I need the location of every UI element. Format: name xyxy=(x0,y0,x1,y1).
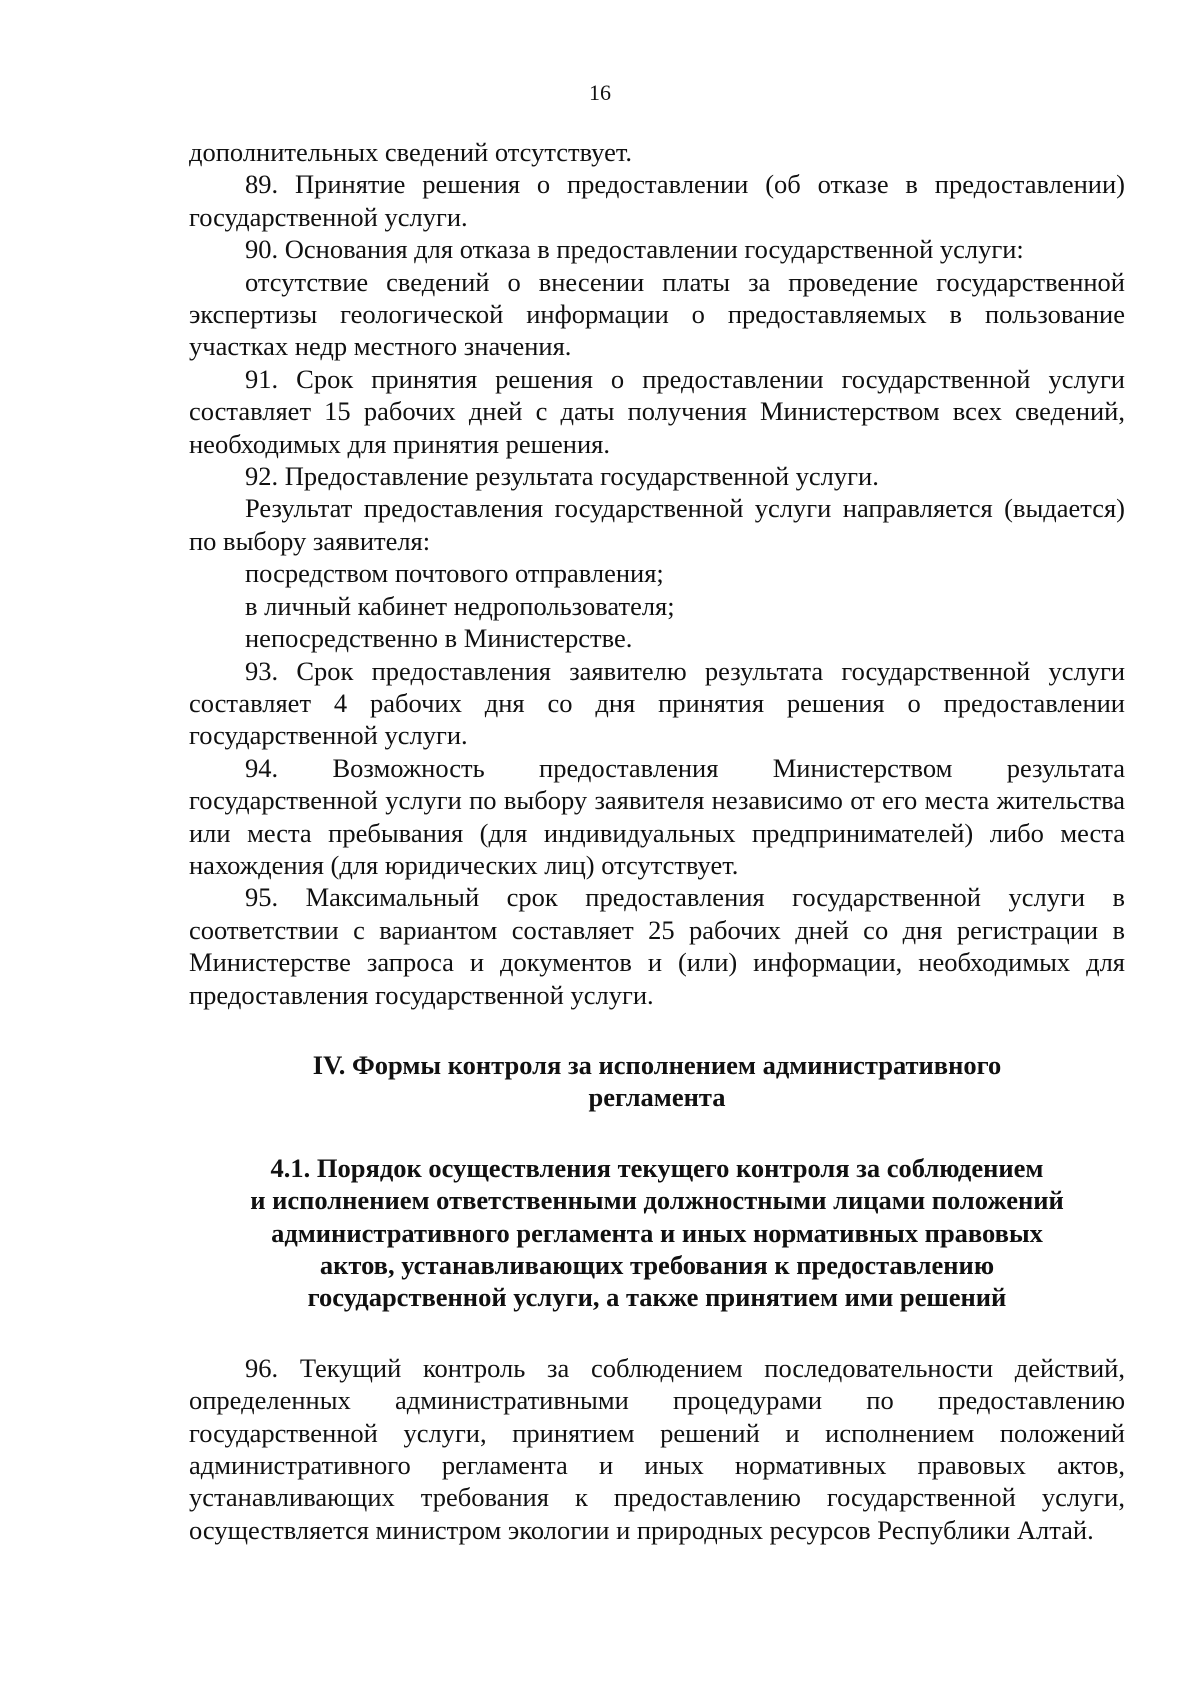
subsection-heading xyxy=(189,1152,1125,1314)
paragraph-90: 90. Основания для отказа в предоставлении государственной услуги: xyxy=(245,234,1024,265)
paragraph-89: 89. Принятие решения о предоставлении (об отказе в предоставлении) государственной услуги. xyxy=(189,169,1125,232)
paragraph-94: 94. Возможность предоставления Министерством результата государственной услуги по выбору заявителя независимо от его места жительства или места пребывания (для индивидуальных предпринимателей) либо места нахождения (для юридических лиц) отсутствует. xyxy=(189,752,1125,880)
list-item-mail: посредством почтового отправления; xyxy=(245,558,664,589)
subsection-heading-line: административного регламента и иных нормативных правовых xyxy=(271,1217,1043,1248)
paragraph-92-result: Результат предоставления государственной услуги направляется (выдается) по выбору заявителя: xyxy=(189,493,1125,556)
paragraph-96: 96. Текущий контроль за соблюдением последовательности действий, определенных административными процедурами по предоставлению государственной услуги, принятием решений и исполнением положений административного регламента и иных нормативных правовых актов, устанавливающих требования к предоставлению государственной услуги, осуществляется министром экологии и природных ресурсов Республики Алтай. xyxy=(189,1352,1125,1545)
subsection-heading-line: 4.1. Порядок осуществления текущего контроля за соблюдением xyxy=(270,1152,1044,1183)
paragraph-continuation: дополнительных сведений отсутствует. xyxy=(189,137,633,167)
section-heading-line: IV. Формы контроля за исполнением административного xyxy=(312,1049,1002,1080)
paragraph-93: 93. Срок предоставления заявителю результата государственной услуги составляет 4 рабочих дня со дня принятия решения о предоставлении государственной услуги. xyxy=(189,655,1125,751)
page-number: 16 xyxy=(589,80,611,105)
paragraph-90-reason: отсутствие сведений о внесении платы за проведение государственной экспертизы геологической информации о предоставляемых в пользование участках недр местного значения. xyxy=(189,266,1125,362)
document-body xyxy=(189,136,1125,1546)
subsection-heading-line: актов, устанавливающих требования к предоставлению xyxy=(319,1250,995,1280)
subsection-heading-line: и исполнением ответственными должностными лицами положений xyxy=(250,1185,1064,1216)
section-heading xyxy=(189,1049,1125,1114)
paragraph-95: 95. Максимальный срок предоставления государственной услуги в соответствии с вариантом составляет 25 рабочих дней со дня регистрации в Министерстве запроса и документов и (или) информации, необходимых для предоставления государственной услуги. xyxy=(189,882,1125,1010)
list-item-ministry: непосредственно в Министерстве. xyxy=(245,623,633,654)
paragraph-92: 92. Предоставление результата государственной услуги. xyxy=(245,461,879,492)
paragraph-91: 91. Срок принятия решения о предоставлении государственной услуги составляет 15 рабочих дней с даты получения Министерством всех сведений, необходимых для принятия решения. xyxy=(189,363,1125,459)
list-item-cabinet: в личный кабинет недропользователя; xyxy=(245,590,675,621)
subsection-heading-line: государственной услуги, а также принятием ими решений xyxy=(307,1282,1007,1313)
section-heading-line: регламента xyxy=(588,1082,726,1113)
